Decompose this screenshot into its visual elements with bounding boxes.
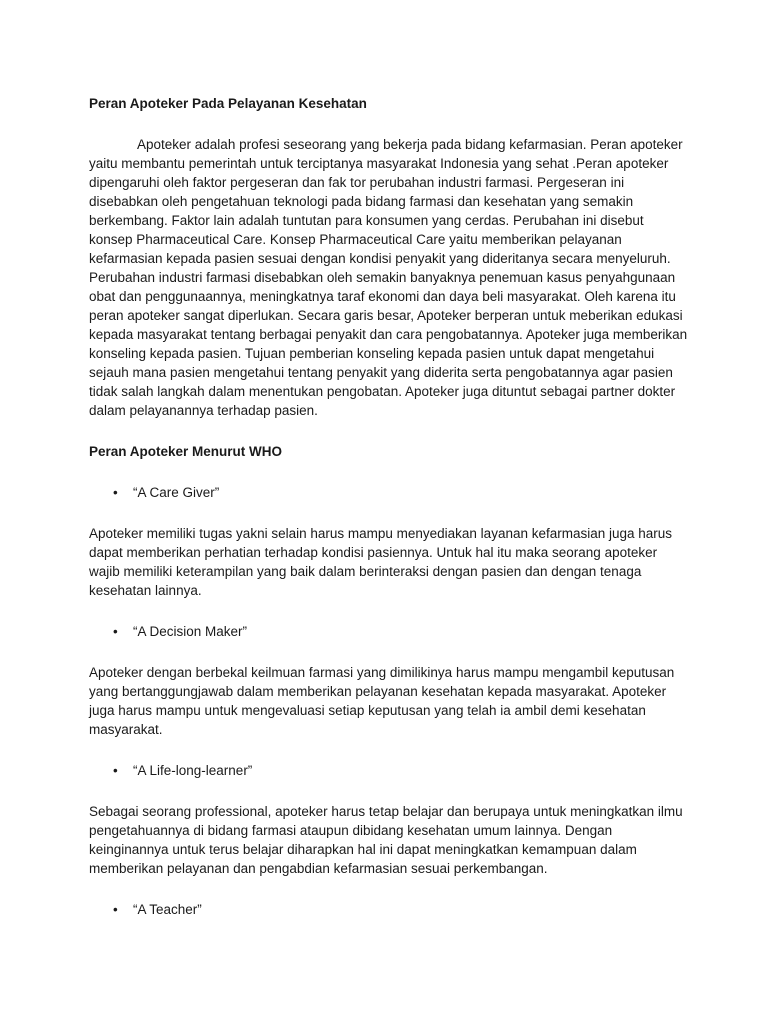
role-label: “A Care Giver” [133, 485, 220, 500]
role-paragraph-life-long-learner: Sebagai seorang professional, apoteker harus tetap belajar dan berupaya untuk meningkatkan ilmu pengetahuannya di bidang farmasi ataupun dibidang kesehatan umum lainnya. Dengan keinginannya untuk terus belajar diharapkan hal ini dapat meningkatkan kemampuan dalam memberikan pelayanan dan pengabdian kefarmasian sesuai perkembangan. [89, 804, 683, 876]
role-bullet-decision-maker [89, 622, 689, 641]
role-label: “A Life-long-learner” [133, 763, 253, 778]
role-label: “A Decision Maker” [133, 624, 248, 639]
role-bullet-care-giver [89, 483, 689, 502]
role-paragraph-care-giver: Apoteker memiliki tugas yakni selain harus mampu menyediakan layanan kefarmasian juga harus dapat memberikan perhatian terhadap kondisi pasiennya. Untuk hal itu maka seorang apoteker wajib memiliki keterampilan yang baik dalam berinteraksi dengan pasien dan dengan tenaga kesehatan lainnya. [89, 526, 673, 598]
bullet-icon: • [113, 902, 118, 917]
role-paragraph-decision-maker: Apoteker dengan berbekal keilmuan farmasi yang dimilikinya harus mampu mengambil keputusan yang bertanggungjawab dalam memberikan pelayanan kesehatan kepada masyarakat. Apoteker juga harus mampu untuk mengevaluasi setiap keputusan yang telah ia ambil demi kesehatan masyarakat. [89, 665, 675, 737]
intro-paragraph: Apoteker adalah profesi seseorang yang bekerja pada bidang kefarmasian. Peran apoteker yaitu membantu pemerintah untuk terciptanya masyarakat Indonesia yang sehat .Peran apoteker dipengaruhi oleh faktor pergeseran dan fak tor perubahan industri farmasi. Pergeseran ini disebabkan oleh pengetahuan teknologi pada bidang farmasi dan kesehatan yang semakin berkembang. Faktor lain adalah tuntutan para konsumen yang cerdas. Perubahan ini disebut konsep Pharmaceutical Care. Konsep Pharmaceutical Care yaitu memberikan pelayanan kefarmasian kepada pasien sesuai dengan kondisi penyakit yang dideritanya secara menyeluruh. Perubahan industri farmasi disebabkan oleh semakin banyaknya penemuan kasus penyahgunaan obat dan penggunaannya, meningkatnya taraf ekonomi dan daya beli masyarakat. Oleh karena itu peran apoteker sangat diperlukan. Secara garis besar, Apoteker berperan untuk meberikan edukasi kepada masyarakat tentang berbagai penyakit dan cara pengobatannya. Apoteker juga memberikan konseling kepada pasien. Tujuan pemberian konseling kepada pasien untuk dapat mengetahui sejauh mana pasien mengetahui tentang penyakit yang diderita serta pengobatannya agar pasien tidak salah langkah dalam menentukan pengobatan. Apoteker juga dituntut sebagai partner dokter dalam pelayanannya terhadap pasien. [89, 137, 688, 418]
document-page [89, 94, 689, 941]
bullet-icon: • [113, 624, 118, 639]
document-title: Peran Apoteker Pada Pelayanan Kesehatan [89, 96, 367, 111]
bullet-icon: • [113, 763, 118, 778]
bullet-icon: • [113, 485, 118, 500]
role-label: “A Teacher” [133, 902, 202, 917]
role-bullet-teacher [89, 900, 689, 919]
role-bullet-life-long-learner [89, 761, 689, 780]
section-title: Peran Apoteker Menurut WHO [89, 444, 283, 459]
